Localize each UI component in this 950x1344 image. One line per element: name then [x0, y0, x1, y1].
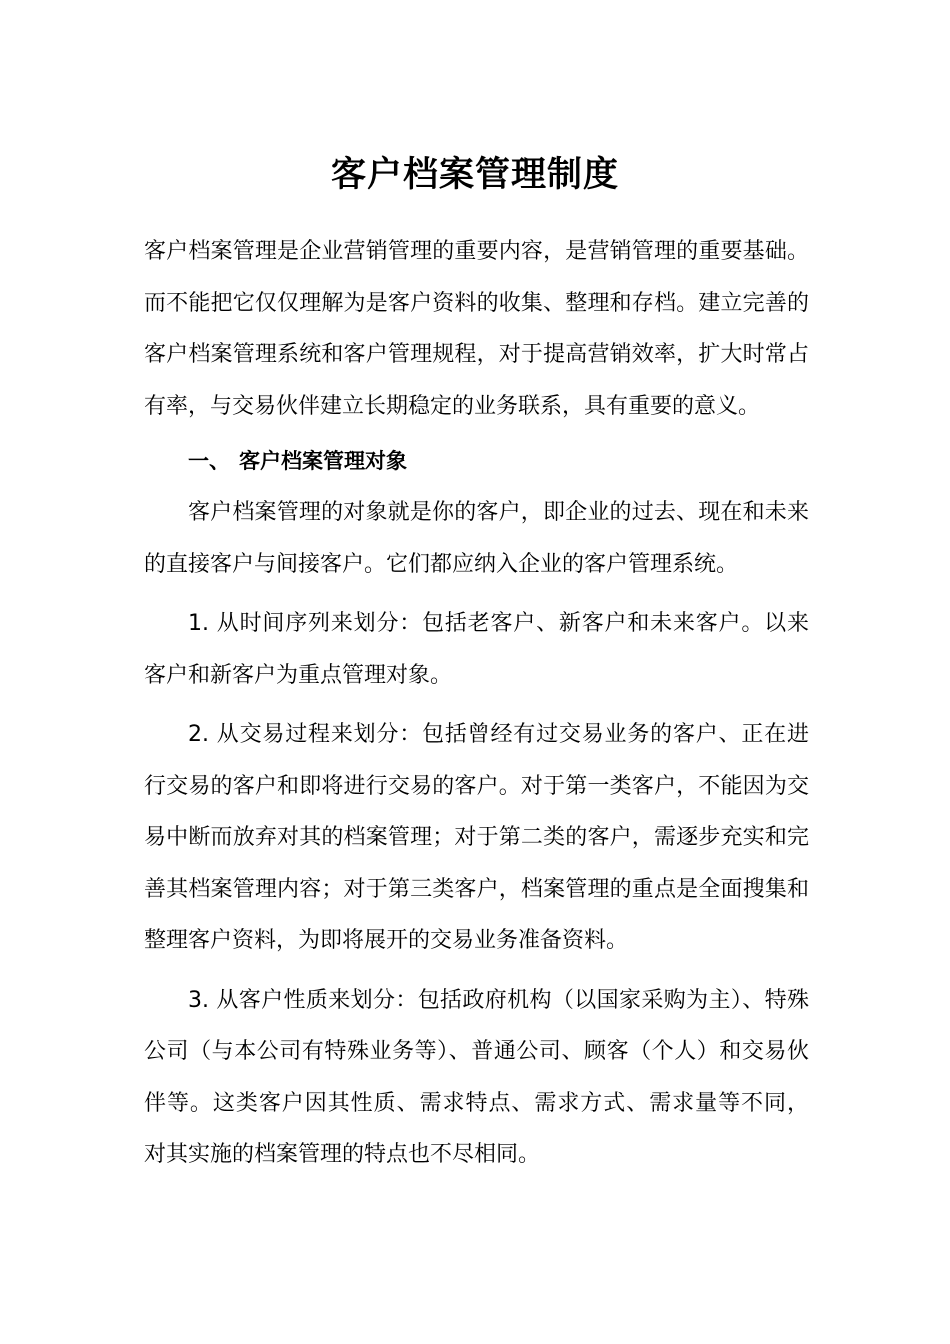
section-heading: [144, 435, 809, 487]
section-lead-paragraph: 客户档案管理的对象就是你的客户，即企业的过去、现在和未来的直接客户与间接客户。它们都应纳入企业的客户管理系统。: [144, 500, 809, 577]
intro-paragraph: 客户档案管理是企业营销管理的重要内容，是营销管理的重要基础。而不能把它仅仅理解为是客户资料的收集、整理和存档。建立完善的客户档案管理系统和客户管理规程，对于提高营销效率，扩大时常占有率，与交易伙伴建立长期稳定的业务联系，具有重要的意义。: [144, 239, 809, 419]
list-item-customer-nature: 3. 从客户性质来划分：包括政府机构（以国家采购为主）、特殊公司（与本公司有特殊业务等）、普通公司、顾客（个人）和交易伙伴等。这类客户因其性质、需求特点、需求方式、需求量等不同， 对其实施的档案管理的特点也不尽相同。: [144, 987, 809, 1167]
page-title: 客户档案管理制度: [330, 155, 619, 196]
list-item-transaction-process: 2. 从交易过程来划分：包括曾经有过交易业务的客户、正在进行交易的客户和即将进行交易的客户。对于第一类客户，不能因为交易中断而放弃对其的档案管理；对于第二类的客户，需逐步充实和完善其档案管理内容；对于第三类客户，档案管理的重点是全面搜集和整理客户资料，为即将展开的交易业务准备资料。: [144, 722, 809, 953]
document-body: [144, 226, 809, 1181]
section-number: 一、: [188, 449, 230, 473]
section-title: 客户档案管理对象: [239, 449, 407, 473]
list-item-time-series: 1. 从时间序列来划分：包括老客户、新客户和未来客户。以来客户和新客户为重点管理对象。: [144, 611, 809, 688]
